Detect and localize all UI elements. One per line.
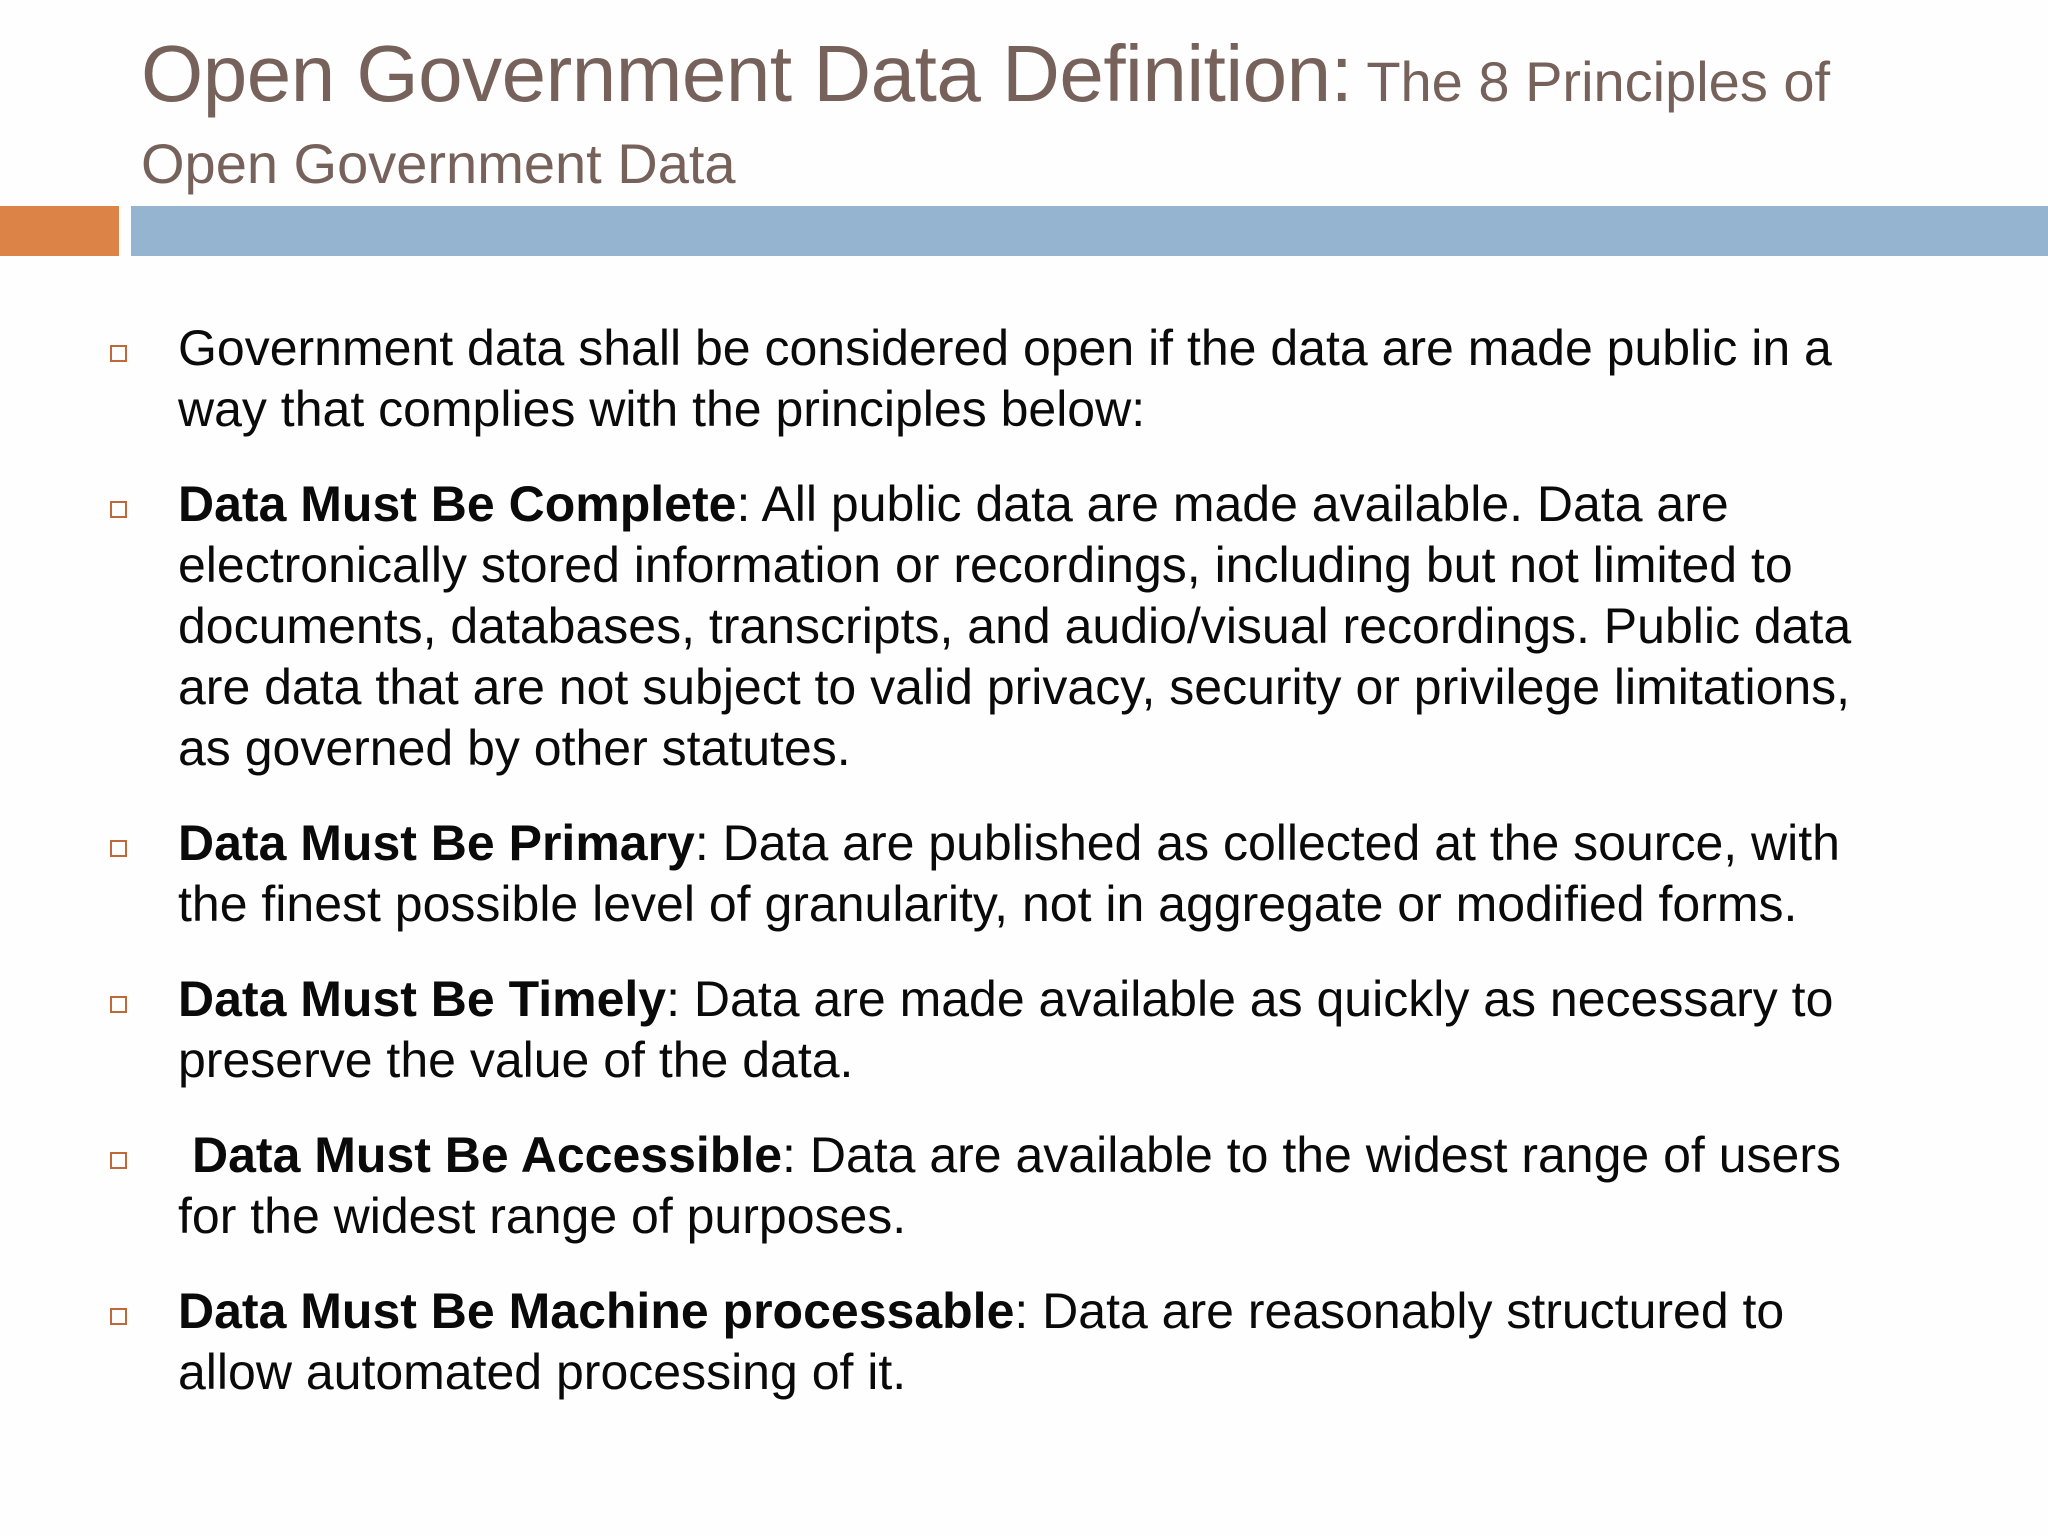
bullet-term: Data Must Be Machine processable [178,1283,1015,1339]
bullet-primary [0,813,2048,935]
square-bullet-icon [110,1308,127,1325]
title-line-1 [141,29,1941,124]
orange-accent-bar [0,206,119,256]
bullet-text: : All public data are made available. Data are electronically stored information or recordings, including but not limited to documents, databases, transcripts, and audio/visual recordings. Public data are data that are not subject to valid privacy, security or privilege limitations, as governed by other statutes. [178,476,1852,776]
title-main: Open Government Data Definition: [141,29,1353,118]
slide-title [141,29,1941,195]
bullet-accessible [0,1125,2048,1247]
bullet-text: Government data shall be considered open if the data are made public in a way that complies with the principles below: [178,320,1832,437]
principles-list [0,318,2048,1437]
title-subtitle: The 8 Principles of [1366,50,1831,113]
bullet-intro [0,318,2048,440]
square-bullet-icon [110,996,127,1013]
square-bullet-icon [110,501,127,518]
bullet-complete [0,474,2048,779]
bullet-timely [0,969,2048,1091]
bullet-text: : Data are published as collected at the source, with the finest possible level of granularity, not in aggregate or modified forms. [178,815,1840,932]
bullet-text: : Data are reasonably structured to allow automated processing of it. [178,1283,1785,1400]
bullet-term: Data Must Be Accessible [192,1127,783,1183]
bullet-term: Data Must Be Complete [178,476,737,532]
bullet-machine-processable [0,1281,2048,1403]
bullet-term: Data Must Be Primary [178,815,695,871]
title-subtitle-continued: Open Government Data [141,132,736,195]
bullet-term: Data Must Be Timely [178,971,667,1027]
bullet-text: : Data are available to the widest range of users for the widest range of purposes. [178,1127,1841,1244]
bullet-text: : Data are made available as quickly as necessary to preserve the value of the data. [178,971,1834,1088]
square-bullet-icon [110,840,127,857]
square-bullet-icon [110,1152,127,1169]
square-bullet-icon [110,345,127,362]
blue-accent-bar [131,206,2048,256]
